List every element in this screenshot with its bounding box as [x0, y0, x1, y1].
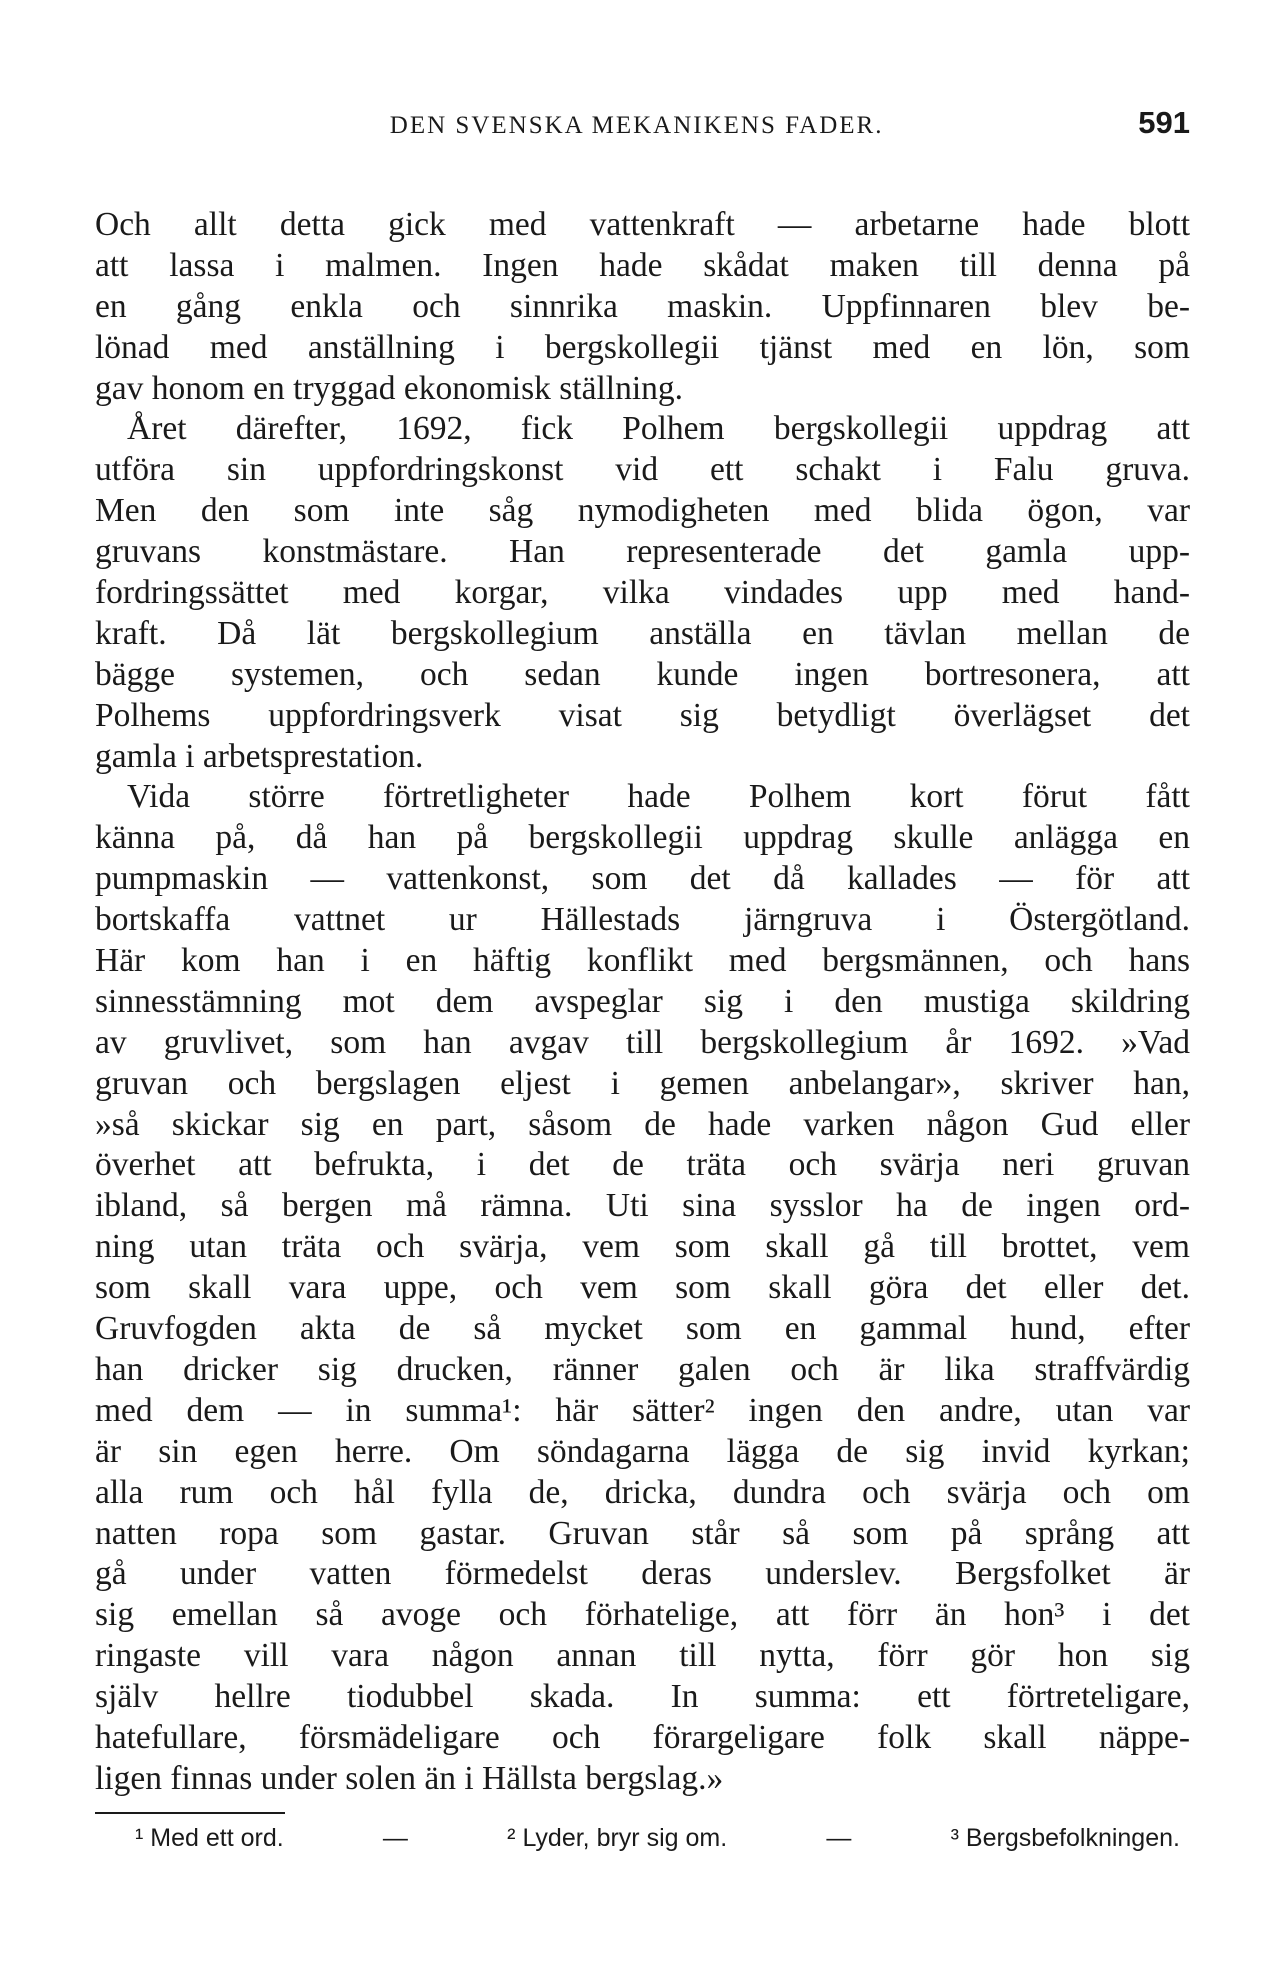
footnote-2: ² Lyder, bryr sig om.: [507, 1823, 728, 1852]
running-title: DEN SVENSKA MEKANIKENS FADER.: [389, 112, 884, 139]
text-line: sig emellan så avoge och förhatelige, att förr än hon³ i det: [95, 1596, 1190, 1634]
page-header: [95, 105, 1190, 165]
text-line: lönad med anställning i bergskollegii tjänst med en lön, som: [95, 328, 1190, 366]
text-line: pumpmaskin — vattenkonst, som det då kallades — för att: [95, 860, 1190, 898]
text-line: med dem — in summa¹: här sätter² ingen den andre, utan var: [95, 1391, 1190, 1429]
text-line: alla rum och hål fylla de, dricka, dundra och svärja och om: [95, 1473, 1190, 1511]
text-line: gamla i arbetsprestation.: [95, 737, 424, 775]
text-line: Här kom han i en häftig konflikt med bergsmännen, och hans: [95, 942, 1190, 980]
text-line: gå under vatten förmedelst deras underslev. Bergsfolket är: [95, 1555, 1190, 1593]
page-number: 591: [1138, 105, 1190, 140]
text-line: fordringssättet med korgar, vilka vindades upp med hand-: [95, 574, 1190, 612]
text-line: gruvans konstmästare. Han representerade det gamla upp-: [95, 533, 1190, 571]
text-line: känna på, då han på bergskollegii uppdrag skulle anlägga en: [95, 819, 1190, 857]
text-line: Polhems uppfordringsverk visat sig betydligt överlägset det: [95, 696, 1190, 734]
text-line: sinnesstämning mot dem avspeglar sig i den mustiga skildring: [95, 982, 1190, 1020]
text-line: att lassa i malmen. Ingen hade skådat maken till denna på: [95, 246, 1190, 284]
body-text: [95, 205, 1190, 1800]
text-line: ibland, så bergen må rämna. Uti sina sysslor ha de ingen ord-: [95, 1187, 1190, 1225]
text-line: han dricker sig drucken, ränner galen och är lika straffvärdig: [95, 1350, 1190, 1388]
text-line: natten ropa som gastar. Gruvan står så som på språng att: [95, 1514, 1190, 1552]
text-line: »så skickar sig en part, såsom de hade varken någon Gud eller: [95, 1105, 1190, 1143]
text-line: gav honom en tryggad ekonomisk ställning.: [95, 369, 684, 407]
text-line: är sin egen herre. Om söndagarna lägga de sig invid kyrkan;: [95, 1432, 1190, 1470]
text-line: kraft. Då lät bergskollegium anställa en tävlan mellan de: [95, 614, 1190, 652]
text-line: Gruvfogden akta de så mycket som en gammal hund, efter: [95, 1310, 1190, 1348]
text-line: en gång enkla och sinnrika maskin. Uppfinnaren blev be-: [95, 287, 1190, 325]
footnotes: [95, 1824, 1190, 1853]
text-line: ning utan träta och svärja, vem som skall gå till brottet, vem: [95, 1228, 1190, 1266]
text-line: utföra sin uppfordringskonst vid ett schakt i Falu gruva.: [95, 451, 1190, 489]
text-line: Vida större förtretligheter hade Polhem kort förut fått: [127, 778, 1190, 816]
footnote-3: ³ Bergsbefolkningen.: [950, 1823, 1180, 1852]
text-line: själv hellre tiodubbel skada. In summa: ett förtreteligare,: [95, 1678, 1190, 1716]
text-line: Året därefter, 1692, fick Polhem bergskollegii uppdrag att: [127, 410, 1190, 448]
text-line: som skall vara uppe, och vem som skall göra det eller det.: [95, 1269, 1190, 1307]
footnote-1: ¹ Med ett ord.: [135, 1823, 284, 1852]
text-line: av gruvlivet, som han avgav till bergskollegium år 1692. »Vad: [95, 1023, 1190, 1061]
footnote-separator: —: [382, 1823, 408, 1852]
footnote-divider: [95, 1812, 285, 1814]
text-line: Och allt detta gick med vattenkraft — arbetarne hade blott: [95, 206, 1190, 243]
text-line: Men den som inte såg nymodigheten med blida ögon, var: [95, 492, 1190, 530]
text-line: gruvan och bergslagen eljest i gemen anbelangar», skriver han,: [95, 1064, 1190, 1102]
text-line: hatefullare, försmädeligare och förargeligare folk skall näppe-: [95, 1718, 1190, 1756]
footnote-separator: —: [826, 1823, 852, 1852]
text-line: bortskaffa vattnet ur Hällestads järngruva i Östergötland.: [95, 901, 1190, 939]
text-line: överhet att befrukta, i det de träta och svärja neri gruvan: [95, 1146, 1190, 1184]
text-line: bägge systemen, och sedan kunde ingen bortresonera, att: [95, 655, 1190, 693]
text-line: ligen finnas under solen än i Hällsta bergslag.»: [95, 1759, 724, 1797]
book-page: [95, 105, 1190, 1853]
text-line: ringaste vill vara någon annan till nytta, förr gör hon sig: [95, 1637, 1190, 1675]
